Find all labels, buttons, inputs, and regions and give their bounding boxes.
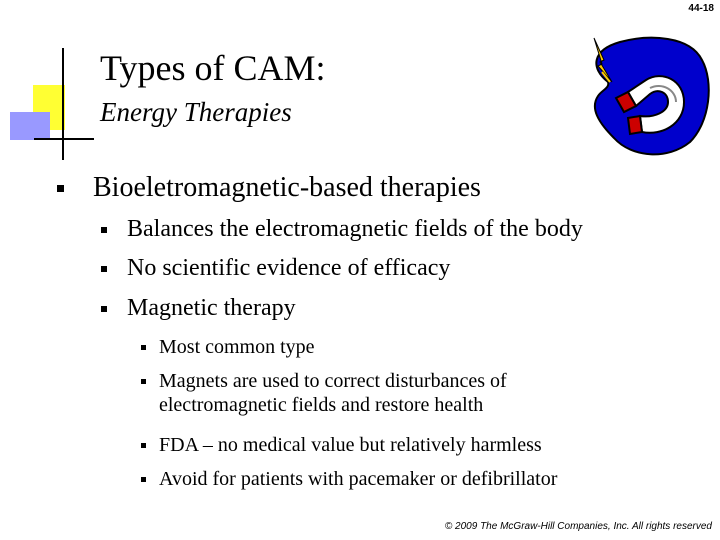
sub-sub-bullet [141,369,681,417]
sub-sub-bullet-text: Magnets are used to correct disturbances of electromagnetic fields and restore health [159,370,507,416]
bullet-square-icon [141,443,146,448]
bullet-square-icon [101,306,107,312]
corner-decoration-icon [0,0,100,170]
bullet-square-icon [141,379,146,384]
sub-sub-bullet-text: FDA – no medical value but relatively harmless [159,434,542,456]
sub-bullet-text: Magnetic therapy [127,295,296,321]
sub-bullet [101,215,583,243]
copyright-footer: © 2009 The McGraw-Hill Companies, Inc. All rights reserved [444,521,712,532]
bullet-square-icon [141,345,146,350]
sub-sub-bullet [141,433,681,457]
sub-bullet-text: No scientific evidence of efficacy [127,255,451,281]
sub-bullet [101,294,296,322]
magnet-lightning-icon [580,30,715,160]
main-bullet [57,172,481,204]
bullet-square-icon [141,477,146,482]
sub-bullet-text: Balances the electromagnetic fields of the body [127,216,583,242]
bullet-square-icon [101,266,107,272]
bullet-square-icon [57,185,64,192]
sub-sub-bullet [141,335,681,359]
sub-sub-bullet-text: Most common type [159,336,315,358]
bullet-square-icon [101,227,107,233]
slide-number: 44-18 [688,3,714,14]
main-bullet-text: Bioeletromagnetic-based therapies [93,172,481,203]
slide-subtitle: Energy Therapies [100,97,292,127]
sub-sub-bullet [141,467,681,491]
sub-bullet [101,254,450,282]
sub-sub-bullet-text: Avoid for patients with pacemaker or defibrillator [159,468,558,490]
slide-title: Types of CAM: [100,48,326,88]
